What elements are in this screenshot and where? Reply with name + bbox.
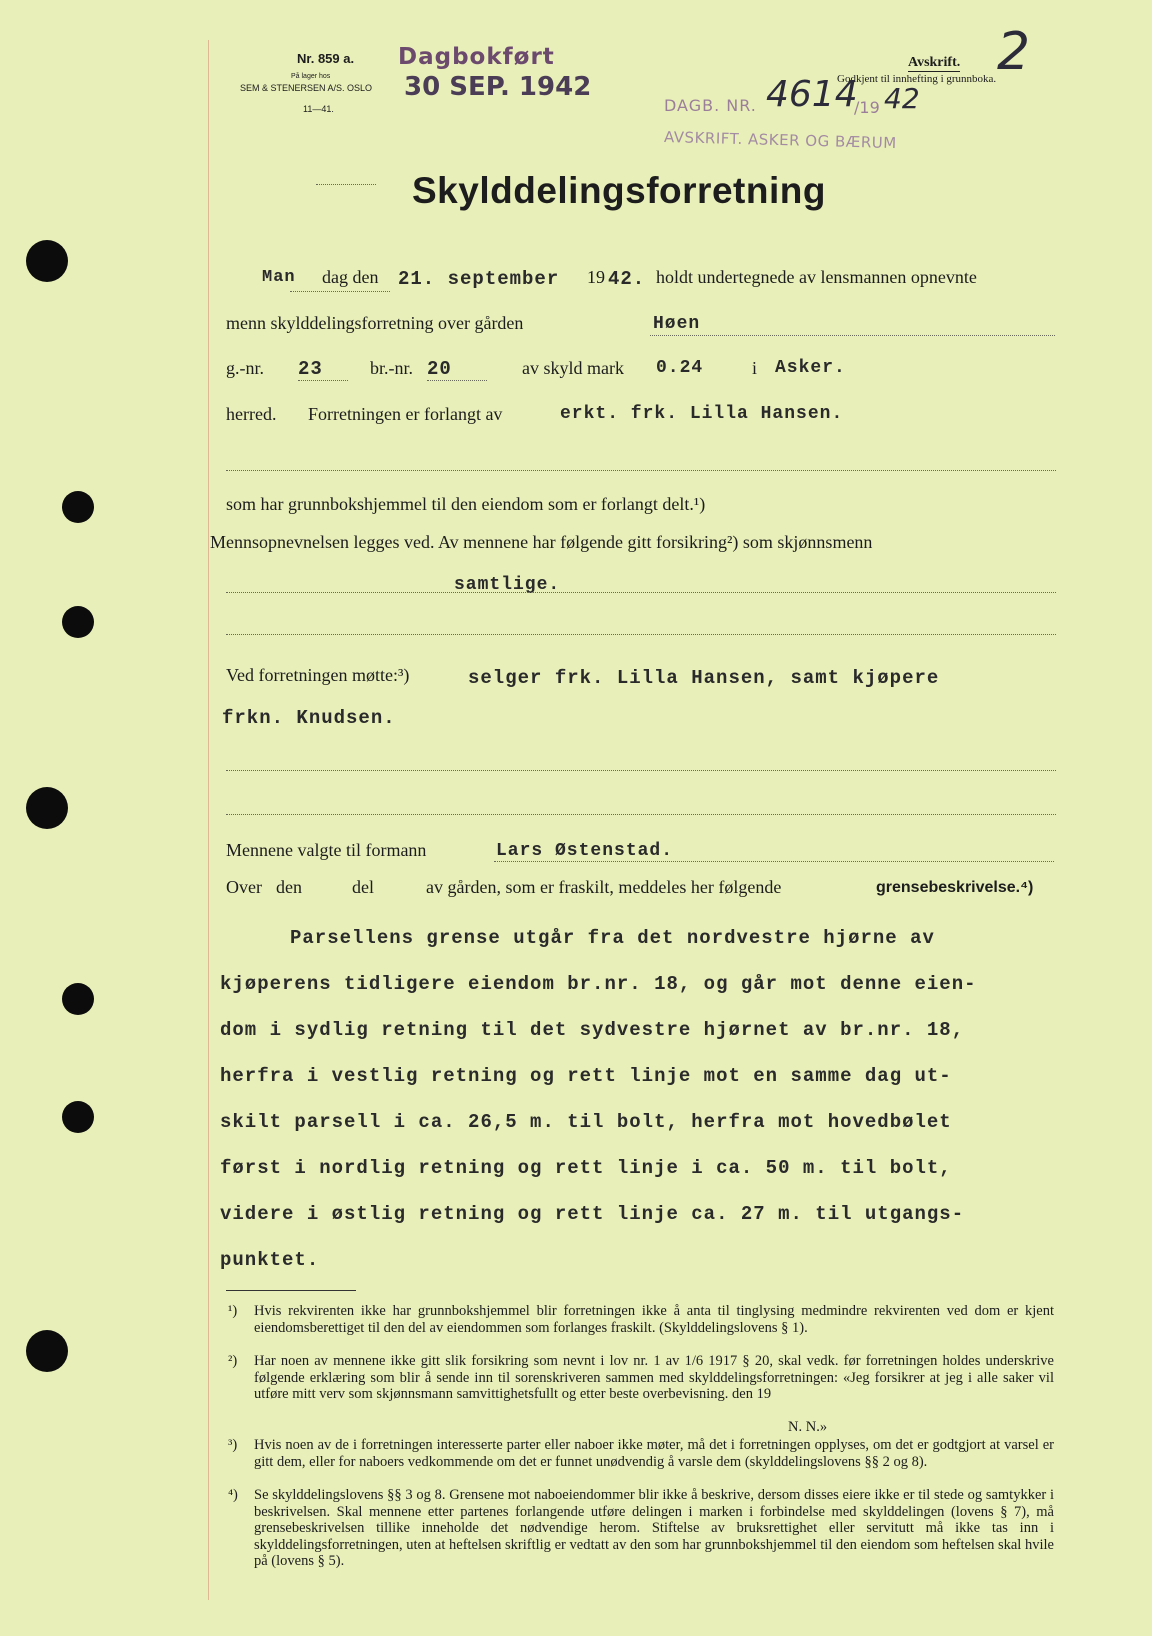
footnote-mark: ⁴) [228,1487,238,1503]
grense-bold: grensebeskrivelse.⁴) [876,879,1034,896]
description-line: skilt parsell i ca. 26,5 m. til bolt, herfra mot hovedbølet [220,1111,952,1133]
del-label: del [352,877,374,897]
description-line: Parsellens grense utgår fra det nordvestre hjørne av [290,927,935,949]
avskrift-number: 2 [997,22,1031,82]
skyld-fill: 0.24 [656,358,704,378]
footnote-text: Hvis noen av de i forretningen interesserte parter eller naboer ikke møter, må det i forretningen opplyses, om det er godtgjort at varsel er gitt dem, eller for naboers vedkommende om det er funnet unødvendig å varsle dem (skylddelingslovens §§ 2 og 8). [254,1437,1054,1470]
gnr-fill: 23 [298,358,323,380]
dagb-office-stamp: AVSKRIFT. ASKER OG BÆRUM [663,128,897,153]
stamp-date: 30 SEP. 1942 [404,72,592,102]
fill-dots [650,335,1055,336]
line2-label: menn skylddelingsforretning over gården [226,313,524,333]
binder-hole [26,240,68,282]
fill-dots [298,380,348,381]
bnr-label: br.-nr. [370,358,413,378]
description-line: punktet. [220,1249,320,1271]
year-fill: 42. [608,268,646,290]
grunnbok-line: som har grunnbokshjemmel til den eiendom som er forlangt delt.¹) [226,494,706,514]
fill-dots [226,470,1056,471]
stamp-dagbokfort: Dagbokført [398,44,555,70]
dagb-year: 42 [884,82,920,115]
footnote-mark: ²) [228,1353,238,1369]
over-label: Over [226,877,262,897]
fill-dots [226,814,1056,815]
description-line: kjøperens tidligere eiendom br.nr. 18, og går mot denne eien- [220,973,977,995]
description-line: herfra i vestlig retning og rett linje mot en samme dag ut- [220,1065,952,1087]
herred-label: herred. [226,404,277,424]
grense-rest: av gården, som er fraskilt, meddeles her følgende [426,877,782,897]
binder-hole [26,1330,68,1372]
intro-rest: holdt undertegnede av lensmannen opnevnte [656,267,977,287]
forlangt-label: Forretningen er forlangt av [308,404,503,424]
page-title: Skylddelingsforretning [412,170,826,211]
forsikring-fill: samtlige. [454,575,561,595]
forlangt-fill: erkt. frk. Lilla Hansen. [560,404,844,424]
dagb-year-prefix: /19 [854,98,880,117]
kommune-fill: Asker. [775,358,846,378]
motte-fill-2: frkn. Knudsen. [222,707,396,729]
fill-dots [427,380,487,381]
avskrift-label: Avskrift. [908,55,961,70]
fill-dots [290,291,390,292]
title-rule [316,184,376,185]
motte-fill-1: selger frk. Lilla Hansen, samt kjøpere [468,667,940,689]
footnote-mark: ³) [228,1437,238,1453]
margin-rule [208,40,209,1600]
formann-fill: Lars Østenstad. [496,841,674,861]
form-number: Nr. 859 a. [297,51,355,66]
date-fill: 21. september [398,268,560,290]
footnote-text: Hvis rekvirenten ikke har grunnbokshjemmel blir forretningen ikke å anta til tinglysing medmindre rekvirenten ved dom er kjent eiendomsberettiget til den del av eiendommen som forlanges fraskilt. (Skylddelingslovens § 1). [254,1303,1054,1336]
bnr-fill: 20 [427,358,452,380]
year-prefix: 19 [587,267,605,287]
day-label: dag den [322,267,379,287]
footnote-signature: N. N.» [788,1419,828,1435]
dagb-prefix: DAGB. NR. [664,96,757,115]
footnote-text: Se skylddelingslovens §§ 3 og 8. Grensene mot naboeiendommer blir ikke å beskrive, dersom disses eiere ikke er til stede og samtykker i beskrivelsen. Skal mennene etter partenes forlangende utføre delingen i marken i forbindelse med skylddelingen (lovens § 7), må grensebeskrivelsen tillike inneholde det nødvendige herom. Stiftelse av bruksrettighet eller servitutt må ikke tas inn i skylddelingsforretningen, uten at heftelsen skriftlig er vedtatt av den som har grunnbokshjemmel til den eiendom som heftelsen skal hvile på (lovens § 5). [254,1487,1054,1569]
formann-label: Mennene valgte til formann [226,840,427,860]
description-line: først i nordlig retning og rett linje i ca. 50 m. til bolt, [220,1157,952,1179]
dagb-number: 4614 [766,74,858,115]
binder-hole [62,491,94,523]
print-date: 11—41. [303,104,334,114]
gnr-label: g.-nr. [226,358,264,378]
over-fill: den [276,877,302,897]
footnote-text: Har noen av mennene ikke gitt slik forsikring som nevnt i lov nr. 1 av 1/6 1917 § 20, skal vedk. før forretningen holdes underskrive følgende erklæring som blir å sende inn til sorenskriveren sammen med skylddelingsforretningen: «Jeg forsikrer at jeg i alle saker vil utføre mitt verv som skjønnsmann samvittighetsfullt og etter beste overbevisning. den 19 [254,1353,1054,1402]
binder-hole [26,787,68,829]
fill-dots [226,634,1056,635]
footnote-rule [226,1290,356,1291]
footnote-mark: ¹) [228,1303,238,1319]
binder-hole [62,983,94,1015]
printer-name: SEM & STENERSEN A/S. OSLO [240,83,373,93]
binder-hole [62,1101,94,1133]
fill-dots [494,861,1054,862]
motte-label: Ved forretningen møtte:³) [226,665,410,685]
day-fill: Man [262,268,296,287]
description-line: dom i sydlig retning til det sydvestre hjørnet av br.nr. 18, [220,1019,965,1041]
description-line: videre i østlig retning og rett linje ca. 27 m. til utgangs- [220,1203,965,1225]
printer-small: På lager hos [291,73,331,80]
fill-dots [226,592,1056,593]
i-label: i [752,358,758,378]
mennsop-line: Mennsopnevnelsen legges ved. Av mennene har følgende gitt forsikring²) som skjønnsmenn [210,532,873,552]
avskrift-note: Godkjent til innhefting i grunnboka. [837,73,997,85]
farm-fill: Høen [653,314,701,334]
skyld-label: av skyld mark [522,358,624,378]
fill-dots [226,770,1056,771]
binder-hole [62,606,94,638]
